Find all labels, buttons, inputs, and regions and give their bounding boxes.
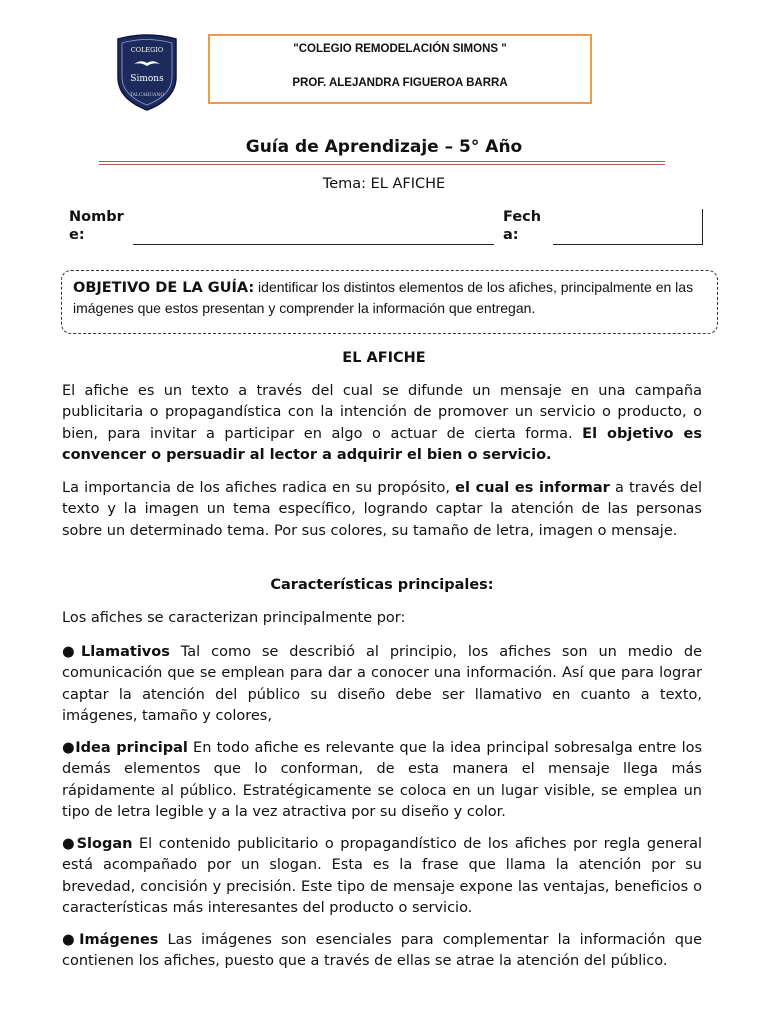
date-label: Fech a:: [503, 209, 542, 243]
list-item-slogan: ●Slogan El contenido publicitario o propagandístico de los afiches por regla general está acompañado por un slogan. Esta es la frase que llama la atención por su brevedad, concisión y precisión. Este tipo de mensaje expone las ventajas, beneficios o características más interesantes del producto o servicio.: [62, 836, 703, 916]
objective-text: OBJETIVO DE LA GUÍA: identificar los distintos elementos de los afiches, principalmente en las imágenes que estos presentan y comprender la información que entregan.: [73, 279, 694, 316]
teacher-name: PROF. ALEJANDRA FIGUEROA BARRA: [292, 77, 508, 89]
list-item-llamativos: ●Llamativos Tal como se describió al principio, los afiches son un medio de comunicación que se emplean para dar a conocer una información. Así que para lograr captar la atención del público su diseño debe ser llamativo en cuanto a texto, imágenes, tamaño y colores,: [62, 644, 703, 724]
school-header-box: [208, 34, 592, 104]
date-field[interactable]: [553, 244, 702, 245]
field-border: [702, 209, 703, 245]
name-field[interactable]: [133, 244, 494, 245]
paragraph-importance: La importancia de los afiches radica en su propósito, el cual es informar a través del texto y la imagen un tema específico, logrando captar la atención de las personas sobre un determinado tema. Por sus colores, su tamaño de letra, imagen o mensaje.: [62, 480, 702, 539]
title-rule-bottom: [99, 164, 665, 165]
paragraph-definition: El afiche es un texto a través del cual se difunde un mensaje en una campaña publicitaria o propagandística con la intención de promover un servicio o producto, o bien, para invitar a participar en algo o actuar de cierta forma. El objetivo es convencer o persuadir al lector a adquirir el bien o servicio.: [62, 383, 702, 463]
topic-heading: Tema: EL AFICHE: [322, 176, 446, 192]
school-crest-logo: [114, 33, 180, 111]
bullet-icon: ●: [62, 740, 76, 756]
section-title: EL AFICHE: [342, 350, 426, 366]
objective-label: OBJETIVO DE LA GUÍA:: [73, 280, 255, 296]
title-rule-top: [99, 161, 665, 162]
crest-text-colegio: COLEGIO: [130, 46, 164, 54]
bullet-icon: ●: [62, 932, 80, 948]
crest-text-simons: Simons: [130, 74, 164, 84]
objective-box: [61, 270, 718, 334]
characteristics-heading: Características principales:: [270, 577, 494, 593]
school-name: "COLEGIO REMODELACIÓN SIMONS ": [293, 43, 507, 55]
list-item-imagenes: ●Imágenes Las imágenes son esenciales para complementar la información que contienen los afiches, puesto que a través de ellas se atrae la atención del público.: [62, 932, 703, 970]
name-label: Nombr e:: [69, 209, 124, 243]
bullet-icon: ●: [62, 836, 77, 852]
bullet-icon: ●: [62, 644, 81, 660]
crest-text-city: TALCAHUANO: [129, 93, 165, 98]
characteristics-intro: Los afiches se caracterizan principalmente por:: [62, 610, 406, 626]
list-item-idea-principal: ●Idea principal En todo afiche es relevante que la idea principal sobresalga entre los demás elementos que lo conforman, de esta manera el mensaje llega más rápidamente al público. Estratégicamente se coloca en un lugar visible, se emplea un tipo de letra legible y a la vez atractiva por su diseño y color.: [62, 740, 703, 820]
page-title: Guía de Aprendizaje – 5° Año: [245, 137, 523, 157]
